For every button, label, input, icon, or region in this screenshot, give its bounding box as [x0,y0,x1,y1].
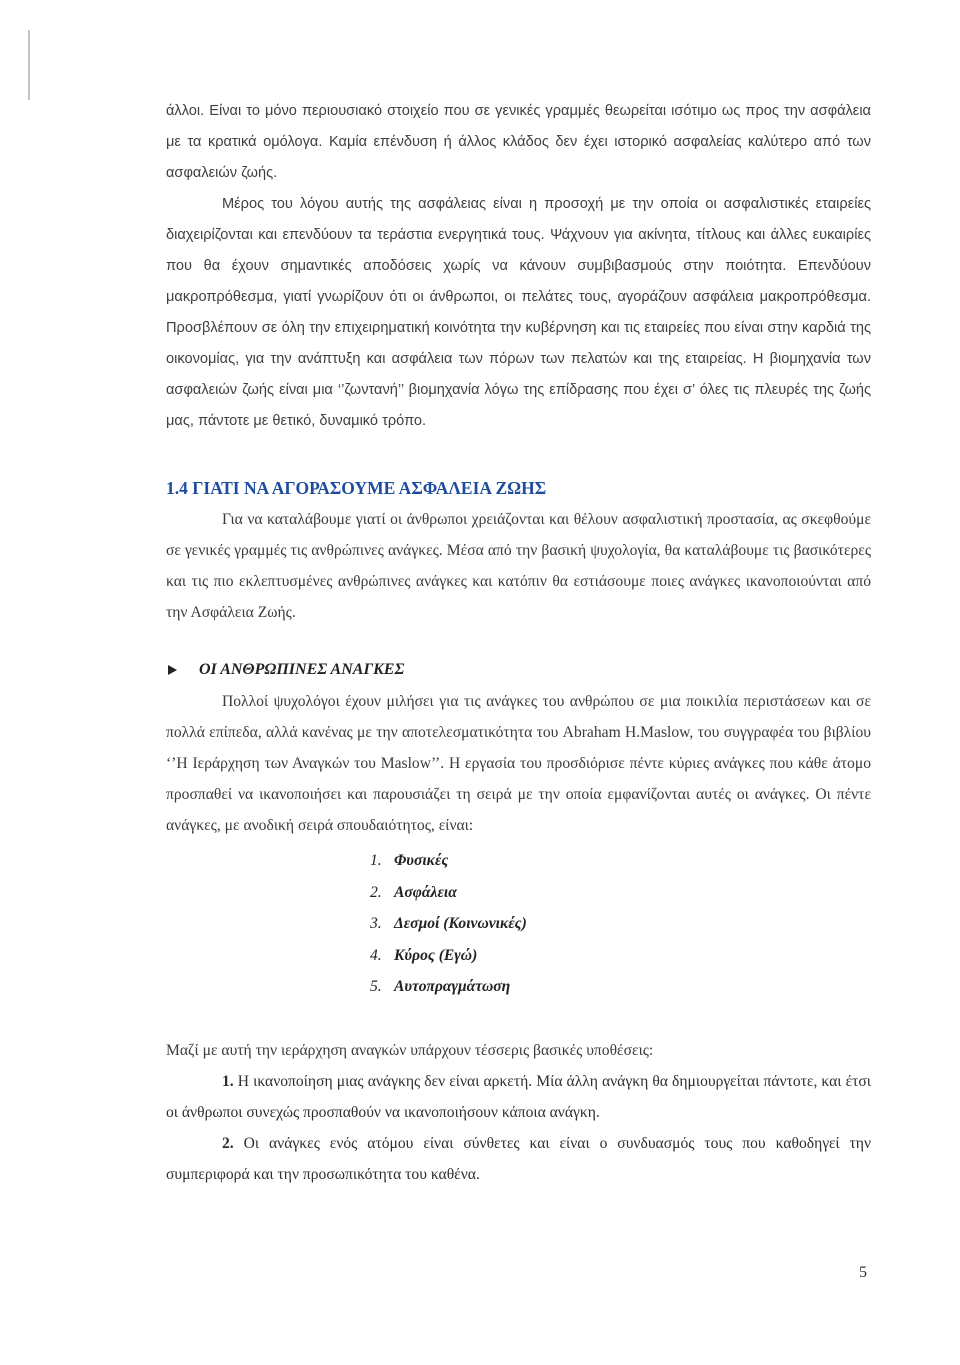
list-item: 1. Η ικανοποίηση μιας ανάγκης δεν είναι αρκετή. Μία άλλη ανάγκη θα δημιουργείται πάντοτε, και έτσι οι άνθρωποι συνεχώς προσπαθούν να ικανοποιήσουν κάποια ανάγκη. [166,1072,871,1121]
scan-edge-mark [28,30,30,100]
section-intro-paragraph: Για να καταλάβουμε γιατί οι άνθρωποι χρειάζονται και θέλουν ασφαλιστική προστασία, ας σκεφθούμε σε γενικές γραμμές τις ανθρώπινες ανάγκες. Μέσα από την βασική ψυχολογία, θα καταλάβουμε τις βασικότερες και τις πιο εκλεπτυσμένες ανθρώπινες ανάγκες και κατόπιν θα εστιάσουμε ποιες ανάγκες ικανοποιούνται από την Ασφάλεια Ζωής. [166,511,871,621]
needs-subheading-text: ΟΙ ΑΝΘΡΩΠΙΝΕΣ ΑΝΑΓΚΕΣ [199,661,405,678]
hypotheses-intro: Μαζί με αυτή την ιεράρχηση αναγκών υπάρχουν τέσσερις βασικές υποθέσεις: [166,1041,654,1059]
section-heading: 1.4 ΓΙΑΤΙ ΝΑ ΑΓΟΡΑΣΟΥΜΕ ΑΣΦΑΛΕΙΑ ΖΩΗΣ [166,478,547,498]
paragraph-safety: Μέρος του λόγου αυτής της ασφάλειας είναι η προσοχή με την οποία οι ασφαλιστικές εταιρείες διαχειρίζονται και επενδύουν τα τεράστια ενεργητικά τους. Ψάχνουν για ακίνητα, τίτλους και άλλες ευκαιρίες που θα έχουν σημαντικές αποδόσεις χωρίς να κάνουν συμβιβασμούς στην ποιότητα. Επενδύουν μακροπρόθεσμα, γιατί γνωρίζουν ότι οι άνθρωποι, οι πελάτες τους, αγοράζουν ασφάλεια μακροπρόθεσμα. Προσβλέπουν σε όλη την επιχειρηματική κοινότητα την κυβέρνηση και τις εταιρείες που είναι στην καρδιά της οικονομίας, για την ανάπτυξη και ασφάλεια των πόρων των πελατών και της εταιρείας. Η βιομηχανία των ασφαλειών ζωής είναι μια ‘’ζωντανή’’ βιομηχανία λόγω της επίδρασης που έχει σ’ όλες τις πλευρές της ζωής μας, πάντοτε με θετικό, δυναμικό τρόπο. [166,196,871,429]
paragraph-continued: άλλοι. Είναι το μόνο περιουσιακό στοιχείο που σε γενικές γραμμές θεωρείται ισότιμο ως προς την ασφάλεια με τα κρατικά ομόλογα. Καμία επένδυση ή άλλος κλάδος δεν έχει ιστορικό ασφαλείας καλύτερο από των ασφαλειών ζωής. [166,103,871,181]
list-item: 3. Δεσμοί (Κοινωνικές) [370,915,527,932]
page-number: 5 [859,1264,867,1281]
list-item: 4. Κύρος (Εγώ) [370,946,478,964]
list-item: 2. Οι ανάγκες ενός ατόμου είναι σύνθετες και είναι ο συνδυασμός τους που καθοδηγεί την συμπεριφορά και την προσωπικότητα του καθένα. [166,1134,871,1183]
needs-paragraph: Πολλοί ψυχολόγοι έχουν μιλήσει για τις ανάγκες του ανθρώπου σε μια ποικιλία περιστάσεων και σε πολλά επίπεδα, αλλά κανένας με την αποτελεσματικότητα του Abraham H.Maslow, του συγγραφέα του βιβλίου ‘’Η Ιεράρχηση των Αναγκών του Maslow’’. Η εργασία του προσδιόρισε πέντε κύριες ανάγκες που κάθε άτομο προσπαθεί να ικανοποιήσει και παρουσιάζει τη σειρά με την οποία εμφανίζονται αυτές οι ανάγκες. Οι πέντε ανάγκες, με ανοδική σειρά σπουδαιότητος, είναι: [166,693,871,834]
arrow-bullet-icon [168,665,177,675]
hypotheses-list [166,1066,871,1190]
document-page [166,96,871,1190]
list-item: 2. Ασφάλεια [370,883,457,901]
list-item: 1. Φυσικές [370,852,449,869]
needs-subheading [166,656,871,684]
needs-list [166,845,871,1003]
list-item: 5. Αυτοπραγμάτωση [370,978,511,995]
